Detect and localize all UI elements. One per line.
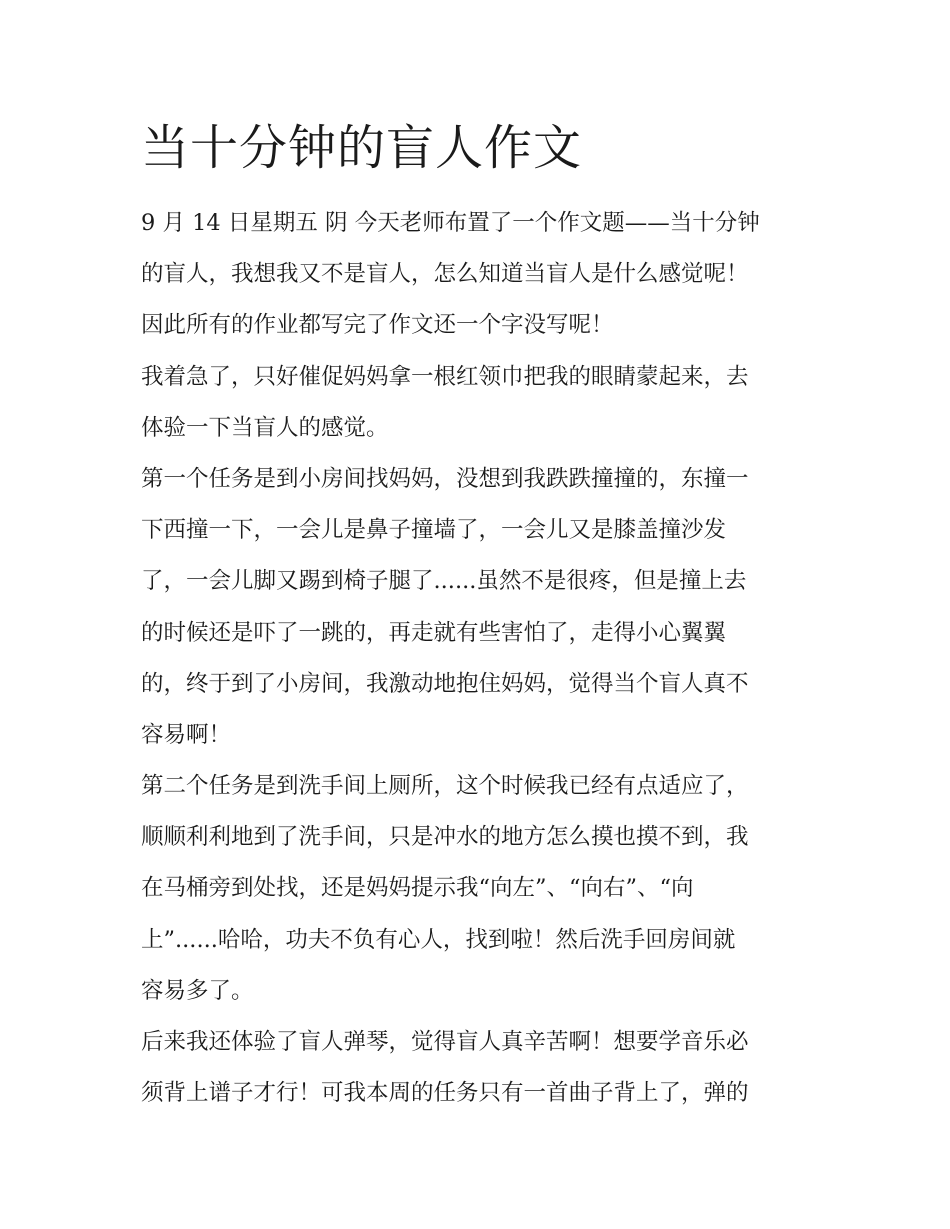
body-line: 在马桶旁到处找，还是妈妈提示我“向左”、“向右”、“向 [141,875,694,902]
body-line: 顺顺利利地到了洗手间，只是冲水的地方怎么摸也摸不到，我 [141,824,749,851]
body-line: 后来我还体验了盲人弹琴，觉得盲人真辛苦啊！想要学音乐必 [141,1029,749,1055]
body-line: 的盲人，我想我又不是盲人，怎么知道当盲人是什么感觉呢！ [141,261,749,288]
body-line: 第一个任务是到小房间找妈妈，没想到我跌跌撞撞的，东撞一 [141,465,749,492]
body-line: 容易多了。 [141,977,254,1004]
body-line: 因此所有的作业都写完了作文还一个字没写呢！ [141,312,614,339]
body-line: 须背上谱子才行！可我本周的任务只有一首曲子背上了，弹的 [141,1080,749,1107]
body-line: 9 月 14 日星期五 阴 今天老师布置了一个作文题——当十分钟 [141,210,760,236]
body-line: 下西撞一下，一会儿是鼻子撞墙了，一会儿又是膝盖撞沙发 [141,517,727,544]
body-line: 的，终于到了小房间，我激动地抱住妈妈，觉得当个盲人真不 [141,670,749,697]
body-line: 第二个任务是到洗手间上厕所，这个时候我已经有点适应了， [141,773,749,800]
body-line: 体验一下当盲人的感觉。 [141,414,389,441]
document-body [141,198,821,1119]
body-line: 容易啊！ [141,721,232,748]
body-line: 上”......哈哈，功夫不负有心人，找到啦！然后洗手回房间就 [141,926,736,953]
body-line: 我着急了，只好催促妈妈拿一根红领巾把我的眼睛蒙起来，去 [141,363,749,390]
body-line: 的时候还是吓了一跳的，再走就有些害怕了，走得小心翼翼 [141,619,727,646]
body-line: 了，一会儿脚又踢到椅子腿了......虽然不是很疼，但是撞上去 [141,568,747,595]
document-title: 当十分钟的盲人作文 [141,120,583,176]
